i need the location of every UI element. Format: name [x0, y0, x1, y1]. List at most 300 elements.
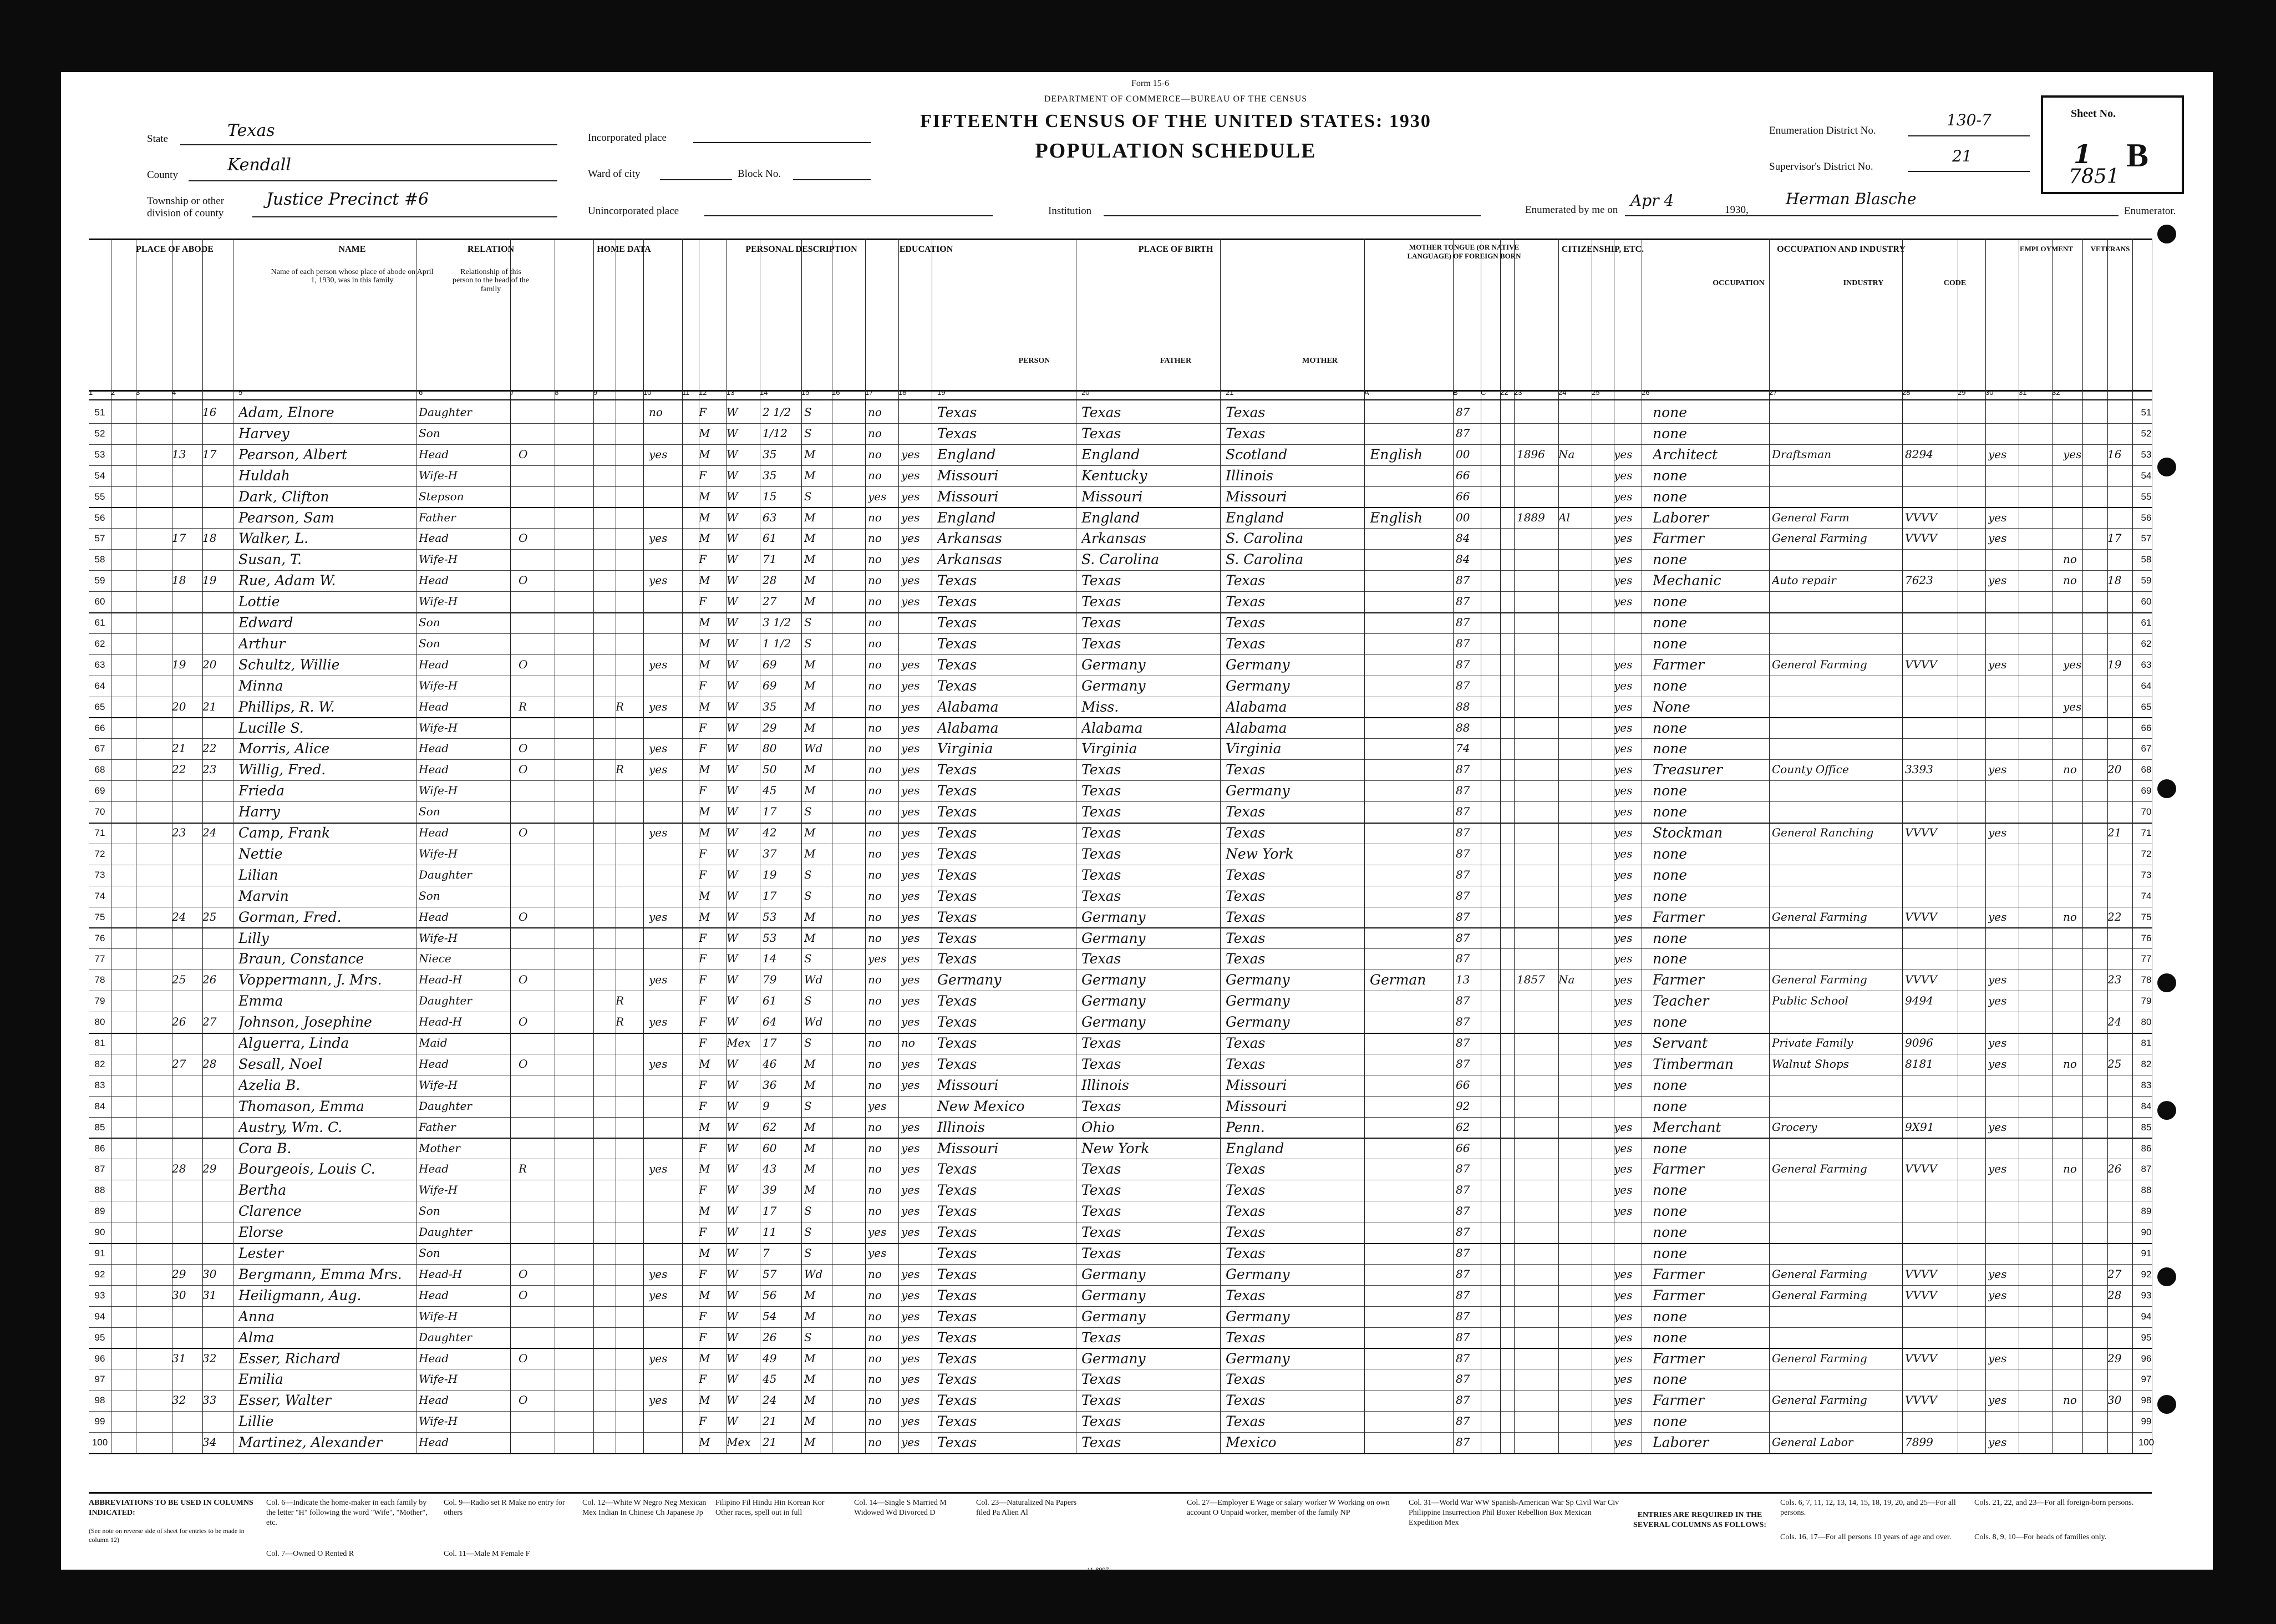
- cell-mar: M: [804, 1309, 816, 1323]
- cell-occ: Farmer: [1653, 530, 1704, 547]
- cell-school: no: [868, 426, 882, 440]
- cell-occ: none: [1653, 467, 1688, 484]
- column-number: 13: [727, 388, 735, 397]
- census-row: [89, 928, 2152, 950]
- cell-fpob: Texas: [1081, 1413, 1121, 1430]
- cell-pob: England: [937, 509, 996, 526]
- cell-own: O: [519, 1057, 528, 1070]
- cell-imm: [1517, 738, 1556, 757]
- cell-vet: [2063, 1222, 2096, 1241]
- section-citizenship: CITIZENSHIP, ETC.: [1561, 245, 1644, 254]
- cell-ind: [1772, 1222, 1902, 1241]
- cell-mpob: Germany: [1226, 1266, 1290, 1282]
- cell-sex: F: [699, 867, 707, 881]
- cell-mar: M: [804, 931, 816, 945]
- cell-imm: [1517, 1096, 1556, 1115]
- cell-fpob: Texas: [1081, 425, 1121, 441]
- cell-line2: 68: [2141, 764, 2152, 775]
- cell-dw: 24: [172, 910, 186, 923]
- cell-line2: 58: [2141, 554, 2152, 565]
- cell-name: Rue, Adam W.: [238, 572, 336, 589]
- census-row: [89, 1264, 2152, 1286]
- cell-line: 69: [94, 785, 105, 796]
- cell-line2: 71: [2141, 828, 2152, 838]
- census-row: [89, 1201, 2152, 1222]
- cell-sex: F: [699, 1183, 707, 1197]
- cell-rad: [616, 907, 643, 926]
- cell-occode: [1905, 1075, 1955, 1094]
- cell-school: no: [868, 1204, 882, 1218]
- cell-mar: M: [804, 552, 816, 566]
- cell-farm: [649, 633, 682, 652]
- cell-own: R: [519, 1162, 527, 1176]
- cell-eng: yes: [1614, 1309, 1633, 1323]
- cell-mar: S: [804, 1246, 812, 1260]
- cell-rad: R: [616, 994, 624, 1008]
- cell-eng: yes: [1614, 657, 1633, 671]
- cell-nat: [1558, 1159, 1586, 1178]
- cell-vet: [2063, 1033, 2096, 1052]
- cell-age: 45: [763, 784, 777, 798]
- cell-own: O: [519, 826, 528, 839]
- cell-mar: S: [804, 867, 812, 881]
- cell-work: [1988, 801, 2019, 820]
- cell-ind: [1772, 1075, 1902, 1094]
- cell-school: no: [868, 657, 882, 671]
- cell-occ: Stockman: [1653, 825, 1723, 841]
- cell-rad: [616, 1369, 643, 1388]
- column-number: 19: [937, 388, 946, 397]
- cell-mar: M: [804, 826, 816, 839]
- cell-vet: [2063, 823, 2096, 841]
- cell-school: yes: [868, 1246, 887, 1260]
- cell-work: [1988, 886, 2019, 905]
- cell-school: no: [868, 1351, 882, 1365]
- cell-own: [519, 886, 552, 905]
- cell-tongue: [1370, 1432, 1453, 1451]
- cell-fam: [202, 801, 233, 820]
- cell-occ: none: [1653, 551, 1688, 568]
- cell-imm: [1517, 1012, 1556, 1031]
- cell-imm: [1517, 1432, 1556, 1451]
- cell-occ: Farmer: [1653, 1266, 1704, 1282]
- cell-tongue: [1370, 1327, 1453, 1346]
- cell-nat: [1558, 591, 1586, 610]
- abbrev-col14: Col. 14—Single S Married M Widowed Wd Divorced D: [854, 1499, 947, 1518]
- cell-fpob: Texas: [1081, 1371, 1121, 1388]
- cell-occ: Timberman: [1653, 1055, 1734, 1072]
- cell-line: 78: [94, 975, 105, 986]
- cell-line: 65: [94, 701, 105, 712]
- cell-race: W: [727, 574, 738, 587]
- cell-name: Morris, Alice: [238, 740, 330, 757]
- entries-b: Cols. 21, 22, and 23—For all foreign-born persons.: [1974, 1499, 2134, 1507]
- cell-vet: [2063, 1180, 2096, 1199]
- cell-farm: yes: [649, 742, 668, 755]
- cell-mar: S: [804, 994, 812, 1008]
- cell-own: O: [519, 973, 528, 987]
- cell-line2: 73: [2141, 869, 2152, 880]
- cell-fpob: Texas: [1081, 1245, 1121, 1261]
- cell-pob: Arkansas: [937, 551, 1002, 568]
- cell-school: yes: [868, 1225, 887, 1239]
- cell-code: 87: [1456, 1288, 1470, 1302]
- cell-code: 87: [1456, 1267, 1470, 1281]
- cell-age: 39: [763, 1183, 777, 1197]
- cell-fam: [202, 676, 233, 694]
- census-title: FIFTEENTH CENSUS OF THE UNITED STATES: 1930: [920, 111, 1431, 131]
- cell-vet: [2063, 948, 2096, 967]
- cell-imm: [1517, 486, 1556, 505]
- cell-school: no: [868, 973, 882, 987]
- cell-occode: [1905, 844, 1955, 862]
- cell-vet: [2063, 1348, 2096, 1367]
- cell-rad: [616, 423, 643, 442]
- cell-nat: [1558, 907, 1586, 926]
- cell-line2: 55: [2141, 491, 2152, 502]
- cell-imm: [1517, 886, 1556, 905]
- cell-occode: [1905, 1138, 1955, 1157]
- cell-age: 3 1/2: [763, 616, 791, 629]
- cell-read: [901, 423, 932, 442]
- cell-line: 96: [94, 1353, 105, 1364]
- cell-farm: yes: [649, 973, 668, 987]
- cell-rel: Son: [419, 1204, 440, 1218]
- cell-mar: S: [804, 805, 812, 819]
- cell-mar: M: [804, 1288, 816, 1302]
- column-number: 21: [1226, 388, 1234, 397]
- cell-fpob: Texas: [1081, 1434, 1121, 1451]
- cell-eng: yes: [1614, 952, 1633, 966]
- cell-name: Lester: [238, 1245, 284, 1261]
- cell-pob: Texas: [937, 845, 977, 862]
- enumerated-date: Apr 4: [1630, 191, 1674, 210]
- cell-line: 90: [94, 1227, 105, 1238]
- cell-line: 72: [94, 848, 105, 859]
- cell-ind: [1772, 886, 1902, 905]
- grid-line: [1453, 238, 1454, 1453]
- cell-school: no: [868, 405, 882, 419]
- cell-occode: [1905, 697, 1955, 715]
- census-row: [89, 907, 2152, 929]
- cell-fpob: Texas: [1081, 1098, 1121, 1114]
- cell-code: 92: [1456, 1099, 1470, 1113]
- cell-nat: [1558, 1432, 1586, 1451]
- cell-age: 21: [763, 1414, 777, 1428]
- cell-read: [901, 402, 932, 421]
- cell-sex: M: [699, 1162, 710, 1176]
- cell-vet: no: [2063, 574, 2077, 587]
- abbrev-col6: Col. 6—Indicate the home-maker in each family by the letter "H" following the word "Wife", "Mother", etc.: [266, 1499, 428, 1527]
- cell-school: no: [868, 1078, 882, 1092]
- cell-work: yes: [1988, 1288, 2007, 1302]
- cell-rad: [616, 1096, 643, 1115]
- cell-name: Johnson, Josephine: [238, 1014, 372, 1031]
- cell-work: yes: [1988, 826, 2007, 839]
- cell-line2: 51: [2141, 407, 2152, 418]
- cell-ind: Grocery: [1772, 1120, 1817, 1134]
- column-number: 6: [419, 388, 423, 397]
- cell-farm: [649, 1201, 682, 1220]
- cell-occode: [1905, 780, 1955, 799]
- cell-imm: [1517, 1264, 1556, 1283]
- cell-imm: [1517, 570, 1556, 589]
- cell-name: Nettie: [238, 845, 283, 862]
- cell-occ: Farmer: [1653, 1392, 1704, 1409]
- cell-line2: 90: [2141, 1227, 2152, 1238]
- cell-code: 87: [1456, 994, 1470, 1008]
- census-row: [89, 591, 2152, 613]
- census-row: [89, 1327, 2152, 1349]
- cell-ind: [1772, 1180, 1902, 1199]
- cell-occ: none: [1653, 425, 1688, 441]
- census-row: [89, 465, 2152, 487]
- cell-age: 2 1/2: [763, 405, 791, 419]
- cell-dw: [172, 1432, 202, 1451]
- cell-name: Braun, Constance: [238, 951, 364, 967]
- cell-imm: [1517, 1411, 1556, 1430]
- cell-imm: [1517, 465, 1556, 484]
- industry-header: INDUSTRY: [1843, 279, 1884, 287]
- cell-nat: [1558, 801, 1586, 820]
- cell-fam: 28: [202, 1057, 217, 1070]
- grid-line: [202, 238, 203, 1453]
- cell-work: yes: [1988, 1162, 2007, 1176]
- cell-rel: Head: [419, 1057, 449, 1070]
- cell-mar: M: [804, 1435, 816, 1449]
- cell-eng: [1614, 1243, 1642, 1262]
- cell-occ: none: [1653, 1224, 1688, 1241]
- cell-dw: [172, 1243, 202, 1262]
- census-row: [89, 654, 2152, 676]
- cell-nat: [1558, 1285, 1586, 1304]
- cell-dw: [172, 507, 202, 526]
- cell-race: W: [727, 1162, 738, 1176]
- cell-farmsch: [2107, 1222, 2132, 1241]
- cell-occ: none: [1653, 593, 1688, 610]
- cell-fpob: S. Carolina: [1081, 551, 1160, 568]
- cell-vet: [2063, 1117, 2096, 1136]
- cell-sex: F: [699, 405, 707, 419]
- cell-rad: [616, 823, 643, 841]
- cell-occode: [1905, 886, 1955, 905]
- cell-farm: yes: [649, 447, 668, 461]
- cell-read: yes: [901, 657, 920, 671]
- cell-school: no: [868, 636, 882, 650]
- cell-own: [519, 633, 552, 652]
- cell-occode: [1905, 465, 1955, 484]
- cell-mpob: Germany: [1226, 972, 1290, 988]
- cell-age: 28: [763, 574, 777, 587]
- cell-work: [1988, 697, 2019, 715]
- cell-age: 79: [763, 973, 777, 987]
- supervisor-value: 21: [1952, 147, 1972, 165]
- cell-occ: none: [1653, 951, 1688, 967]
- cell-mpob: England: [1226, 1140, 1284, 1156]
- cell-race: W: [727, 405, 738, 419]
- cell-line: 98: [94, 1395, 105, 1406]
- cell-farmsch: [2107, 801, 2132, 820]
- cell-own: [519, 1432, 552, 1451]
- cell-school: no: [868, 826, 882, 839]
- cell-rel: Head: [419, 574, 449, 587]
- cell-rel: Son: [419, 889, 440, 902]
- cell-occ: none: [1653, 404, 1688, 420]
- cell-rel: Daughter: [419, 1225, 472, 1239]
- cell-nat: [1558, 676, 1586, 694]
- department-line: DEPARTMENT OF COMMERCE—BUREAU OF THE CENSUS: [1044, 94, 1308, 104]
- cell-tongue: [1370, 1369, 1453, 1388]
- cell-name: Pearson, Albert: [238, 446, 348, 463]
- section-home-data: HOME DATA: [597, 245, 651, 254]
- cell-rel: Wife-H: [419, 1414, 458, 1428]
- cell-read: yes: [901, 889, 920, 902]
- cell-line2: 78: [2141, 975, 2152, 986]
- cell-name: Adam, Elnore: [238, 404, 334, 420]
- cell-line: 70: [94, 806, 105, 818]
- cell-mpob: Germany: [1226, 677, 1290, 694]
- census-row: [89, 801, 2152, 824]
- cell-own: [519, 718, 552, 737]
- cell-imm: [1517, 801, 1556, 820]
- cell-age: 9: [763, 1099, 770, 1113]
- cell-read: yes: [901, 1414, 920, 1428]
- cell-tongue: [1370, 1411, 1453, 1430]
- cell-farmsch: [2107, 549, 2132, 568]
- cell-tongue: [1370, 738, 1453, 757]
- cell-work: yes: [1988, 1120, 2007, 1134]
- cell-sex: F: [699, 994, 707, 1008]
- cell-tongue: [1370, 780, 1453, 799]
- cell-vet: [2063, 612, 2096, 631]
- cell-line2: 97: [2141, 1374, 2152, 1385]
- cell-name: Lilly: [238, 930, 269, 946]
- cell-line2: 91: [2141, 1248, 2152, 1258]
- cell-farmsch: [2107, 948, 2132, 967]
- cell-code: 87: [1456, 405, 1470, 419]
- cell-race: W: [727, 1120, 738, 1134]
- cell-school: no: [868, 1309, 882, 1323]
- cell-farm: [649, 1117, 682, 1136]
- cell-mar: M: [804, 510, 816, 524]
- cell-read: yes: [901, 531, 920, 545]
- cell-race: W: [727, 595, 738, 608]
- cell-school: yes: [868, 952, 887, 966]
- cell-occ: none: [1653, 1203, 1688, 1220]
- grid-line: [1769, 238, 1770, 1453]
- cell-ind: Auto repair: [1772, 574, 1836, 587]
- cell-work: [1988, 1327, 2019, 1346]
- grid-line: [510, 238, 511, 1453]
- cell-fpob: Texas: [1081, 1161, 1121, 1178]
- cell-fpob: Texas: [1081, 951, 1121, 967]
- census-row: [89, 549, 2152, 571]
- cell-work: [1988, 1222, 2019, 1241]
- census-row: [89, 1285, 2152, 1307]
- cell-line: 80: [94, 1017, 105, 1028]
- cell-ind: [1772, 844, 1902, 862]
- cell-race: W: [727, 616, 738, 629]
- cell-work: [1988, 465, 2019, 484]
- cell-age: 17: [763, 1036, 777, 1049]
- cell-tongue: [1370, 1054, 1453, 1073]
- column-number: 24: [1558, 388, 1567, 397]
- enumerator-name: Herman Blasche: [1786, 190, 1917, 208]
- cell-rad: [616, 676, 643, 694]
- cell-own: O: [519, 531, 528, 545]
- cell-age: 1/12: [763, 426, 788, 440]
- cell-race: W: [727, 994, 738, 1008]
- cell-occ: Laborer: [1653, 509, 1709, 526]
- cell-read: yes: [901, 826, 920, 839]
- cell-occ: Servant: [1653, 1035, 1708, 1051]
- cell-imm: [1517, 676, 1556, 694]
- cell-line: 62: [94, 638, 105, 649]
- census-row: [89, 1411, 2152, 1433]
- cell-age: 17: [763, 889, 777, 902]
- cell-name: Bergmann, Emma Mrs.: [238, 1266, 402, 1282]
- cell-imm: [1517, 780, 1556, 799]
- cell-fam: 24: [202, 826, 217, 839]
- cell-farmsch: [2107, 507, 2132, 526]
- cell-read: yes: [901, 1183, 920, 1197]
- cell-occode: [1905, 801, 1955, 820]
- cell-name: Lillie: [238, 1413, 274, 1430]
- cell-dw: [172, 801, 202, 820]
- cell-rel: Wife-H: [419, 1183, 458, 1197]
- cell-vet: [2063, 718, 2096, 737]
- cell-fpob: Kentucky: [1081, 467, 1147, 484]
- cell-line2: 81: [2141, 1038, 2152, 1048]
- cell-line: 58: [94, 554, 105, 565]
- cell-tongue: [1370, 907, 1453, 926]
- cell-work: [1988, 633, 2019, 652]
- cell-mar: Wd: [804, 1015, 823, 1029]
- cell-school: no: [868, 846, 882, 860]
- cell-occ: Merchant: [1653, 1119, 1721, 1135]
- cell-rad: [616, 1033, 643, 1052]
- cell-farmsch: [2107, 612, 2132, 631]
- cell-school: yes: [868, 1099, 887, 1113]
- cell-mpob: Texas: [1226, 635, 1266, 652]
- cell-own: [519, 1327, 552, 1346]
- cell-line2: 86: [2141, 1143, 2152, 1154]
- cell-pob: England: [937, 446, 996, 463]
- cell-mar: M: [804, 678, 816, 692]
- cell-farmsch: [2107, 928, 2132, 947]
- cell-nat: [1558, 697, 1586, 715]
- cell-pob: Missouri: [937, 488, 999, 505]
- cell-farm: yes: [649, 1162, 668, 1176]
- cell-fam: [202, 1180, 233, 1199]
- cell-ind: General Farming: [1772, 657, 1867, 671]
- cell-rad: [616, 507, 643, 526]
- grid-line: [593, 238, 594, 1453]
- cell-occ: none: [1653, 783, 1688, 799]
- cell-race: W: [727, 1141, 738, 1155]
- cell-occode: [1905, 718, 1955, 737]
- grid-line: [2132, 238, 2133, 1453]
- cell-rel: Head: [419, 763, 449, 777]
- cell-rad: R: [616, 699, 624, 713]
- cell-fpob: Texas: [1081, 804, 1121, 820]
- cell-rel: Son: [419, 616, 440, 629]
- cell-code: 87: [1456, 1393, 1470, 1407]
- cell-line2: 75: [2141, 911, 2152, 922]
- cell-dw: 23: [172, 826, 186, 839]
- cell-ind: Public School: [1772, 994, 1848, 1008]
- cell-vet: [2063, 970, 2096, 988]
